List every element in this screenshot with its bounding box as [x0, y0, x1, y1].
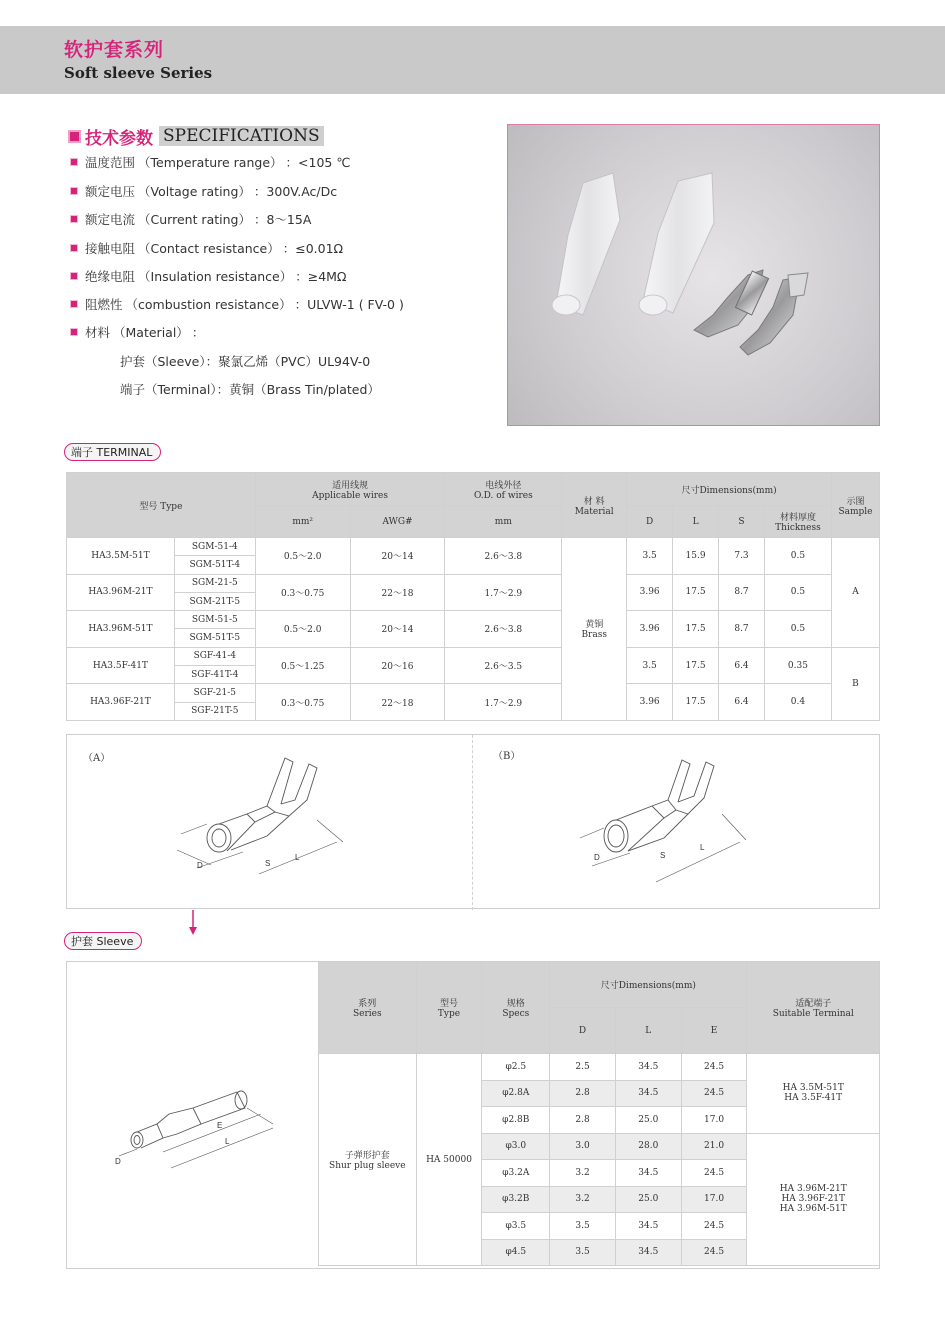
- cell-type: HA3.5F-41T: [67, 647, 175, 684]
- cell-mm2: 0.5～2.0: [255, 611, 350, 648]
- th-specs-en: Specs: [502, 1009, 530, 1019]
- th-d: D: [627, 506, 673, 538]
- th-od-cn: 电线外径: [485, 480, 522, 491]
- material-en: Brass: [581, 630, 607, 641]
- cell-l: 17.5: [673, 574, 719, 611]
- suitable-terminal: HA 3.5F-41T: [784, 1093, 843, 1104]
- square-bullet-icon: [70, 244, 78, 252]
- spec-title-cn: 技术参数: [85, 128, 153, 149]
- spec-value: ：≤0.01Ω: [282, 241, 344, 256]
- spec-title-en: SPECIFICATIONS: [159, 126, 324, 146]
- cell-code: SGM-51-4: [174, 538, 255, 556]
- cell-s: 6.4: [719, 684, 765, 721]
- th-thick-en: Thickness: [775, 523, 821, 533]
- cell-code: SGF-21-5: [174, 684, 255, 702]
- spec-label-en: （Voltage rating）: [138, 184, 251, 199]
- spec-item: [70, 238, 343, 258]
- header-band: [0, 26, 945, 94]
- spec-value: ：<105 ℃: [285, 155, 351, 170]
- cell-d: 3.5: [550, 1213, 616, 1240]
- th-od-en: O.D. of wires: [473, 490, 533, 501]
- cell-d: 2.8: [550, 1080, 616, 1107]
- spec-item: [70, 322, 204, 342]
- spec-label-en: （Current rating）: [138, 212, 251, 227]
- th-sleeve-type: [416, 962, 482, 1054]
- spec-item: [70, 294, 404, 314]
- terminal-drawings: [66, 734, 880, 909]
- cell-mm2: 0.3～0.75: [255, 574, 350, 611]
- drawing-label-a: （A）: [83, 753, 111, 764]
- arrow-down-icon: [188, 910, 198, 936]
- th-mm2: mm²: [255, 506, 350, 538]
- th-sample-cn: 示图: [846, 496, 865, 507]
- suitable-terminal: HA 3.96M-21T: [779, 1184, 847, 1195]
- cell-thickness: 0.5: [764, 611, 831, 648]
- terminal-section-tag: [64, 443, 161, 461]
- th-material: [562, 473, 627, 538]
- cell-od: 2.6～3.8: [445, 538, 562, 575]
- cell-s: 8.7: [719, 574, 765, 611]
- cell-d: 3.96: [627, 574, 673, 611]
- product-illustration: [508, 125, 879, 425]
- table-row: [67, 684, 880, 702]
- cell-spec: φ2.8A: [482, 1080, 550, 1107]
- spec-label-cn: 接触电阻: [85, 241, 136, 256]
- cell-spec: φ2.5: [482, 1054, 550, 1081]
- square-bullet-icon: [68, 130, 81, 143]
- spec-label-cn: 材料: [85, 325, 111, 340]
- dim-label-l: L: [295, 853, 300, 862]
- cell-spec: φ3.5: [482, 1213, 550, 1240]
- cell-type: HA3.96M-51T: [67, 611, 175, 648]
- square-bullet-icon: [70, 328, 78, 336]
- th-material-cn: 材 料: [583, 496, 605, 507]
- cell-e: 21.0: [681, 1133, 747, 1160]
- square-bullet-icon: [70, 187, 78, 195]
- cell-l: 34.5: [615, 1213, 681, 1240]
- cell-spec: φ3.2B: [482, 1186, 550, 1213]
- th-sleeve-l: L: [615, 1008, 681, 1054]
- cell-e: 24.5: [681, 1213, 747, 1240]
- cell-l: 17.5: [673, 647, 719, 684]
- series-cn: 子弹形护套: [344, 1151, 390, 1161]
- cell-l: 17.5: [673, 684, 719, 721]
- suitable-terminal: HA 3.96F-21T: [781, 1194, 846, 1205]
- spec-value: ：8～15A: [253, 212, 312, 227]
- suitable-terminal: HA 3.5M-51T: [782, 1083, 844, 1094]
- cell-code: SGM-51-5: [174, 611, 255, 629]
- cell-suitable-group-2: [747, 1133, 880, 1266]
- sleeve-photo-2: [639, 173, 714, 315]
- table-row: [67, 647, 880, 665]
- cell-awg: 20～14: [350, 538, 445, 575]
- spec-label-cn: 额定电流: [85, 212, 136, 227]
- cell-code: SGM-21T-5: [174, 592, 255, 610]
- square-bullet-icon: [70, 272, 78, 280]
- drawing-label-b: （B）: [493, 751, 521, 762]
- th-mm: mm: [445, 506, 562, 538]
- th-series: [319, 962, 417, 1054]
- cell-d: 3.96: [627, 611, 673, 648]
- th-type: [67, 473, 256, 538]
- th-sleeve-type-en: Type: [437, 1009, 461, 1019]
- sleeve-table: [318, 961, 880, 1266]
- cell-l: 28.0: [615, 1133, 681, 1160]
- cell-od: 1.7～2.9: [445, 684, 562, 721]
- material-cn: 黄铜: [585, 620, 604, 631]
- dim-label-s: S: [265, 859, 271, 868]
- cell-od: 2.6～3.8: [445, 611, 562, 648]
- cell-thickness: 0.4: [764, 684, 831, 721]
- cell-material: [562, 538, 627, 721]
- cell-l: 25.0: [615, 1107, 681, 1134]
- spec-label-cn: 额定电压: [85, 184, 136, 199]
- cell-awg: 20～16: [350, 647, 445, 684]
- spec-label-cn: 绝缘电阻: [85, 269, 136, 284]
- cell-mm2: 0.5～2.0: [255, 538, 350, 575]
- th-od: [445, 473, 562, 506]
- spec-label-en: （Material）: [113, 325, 189, 340]
- cell-s: 8.7: [719, 611, 765, 648]
- cell-spec: φ2.8B: [482, 1107, 550, 1134]
- terminal-tag-label: 端子 TERMINAL: [71, 446, 153, 459]
- spec-label-en: （Temperature range）: [138, 155, 283, 170]
- cell-spec: φ3.0: [482, 1133, 550, 1160]
- cell-spec: φ3.2A: [482, 1160, 550, 1187]
- spec-item: [70, 266, 346, 286]
- th-l: L: [673, 506, 719, 538]
- dim-label-l: L: [700, 843, 705, 852]
- th-sleeve-e: E: [681, 1008, 747, 1054]
- spec-value: ：: [191, 325, 205, 340]
- cell-d: 3.2: [550, 1186, 616, 1213]
- th-dimensions: 尺寸Dimensions(mm): [627, 473, 832, 506]
- cell-od: 1.7～2.9: [445, 574, 562, 611]
- sleeve-photo-1: [552, 173, 620, 315]
- table-row: [67, 538, 880, 556]
- spec-value: ：ULVW-1 ( FV-0 ): [294, 297, 404, 312]
- female-terminal-drawing: [572, 750, 772, 890]
- dim-label-d: D: [197, 861, 203, 870]
- cell-type: HA3.5M-51T: [67, 538, 175, 575]
- th-specs-cn: 规格: [506, 999, 525, 1009]
- cell-awg: 20～14: [350, 611, 445, 648]
- cell-d: 2.5: [550, 1054, 616, 1081]
- cell-thickness: 0.5: [764, 574, 831, 611]
- th-type-en: Type: [160, 501, 183, 512]
- th-thickness: [764, 506, 831, 538]
- spec-value: ：300V.Ac/Dc: [253, 184, 338, 199]
- cell-l: 34.5: [615, 1054, 681, 1081]
- dim-label-d: D: [115, 1157, 121, 1166]
- cell-e: 17.0: [681, 1186, 747, 1213]
- th-suitable-cn: 适配端子: [795, 999, 832, 1009]
- cell-code: SGF-21T-5: [174, 702, 255, 720]
- th-type-cn: 型号: [139, 501, 158, 512]
- cell-d: 3.0: [550, 1133, 616, 1160]
- cell-s: 7.3: [719, 538, 765, 575]
- spec-sub-item-sleeve: 护套（Sleeve）：聚氯乙烯（PVC）UL94V-0: [120, 354, 371, 369]
- table-row: [319, 1054, 880, 1081]
- terminal-table: [66, 472, 880, 721]
- cell-l: 17.5: [673, 611, 719, 648]
- cell-type: HA3.96F-21T: [67, 684, 175, 721]
- cell-sample-b: B: [831, 647, 879, 720]
- cell-l: 34.5: [615, 1160, 681, 1187]
- spec-label-en: （Insulation resistance）: [138, 269, 293, 284]
- cell-code: SGF-41-4: [174, 647, 255, 665]
- th-series-en: Series: [352, 1009, 382, 1019]
- suitable-terminal: HA 3.96M-51T: [779, 1204, 847, 1215]
- cell-awg: 22～18: [350, 684, 445, 721]
- th-sample-en: Sample: [838, 506, 873, 517]
- cell-e: 24.5: [681, 1080, 747, 1107]
- cell-e: 24.5: [681, 1054, 747, 1081]
- spec-label-cn: 阻燃性: [85, 297, 123, 312]
- cell-sleeve-type: HA 50000: [416, 1054, 482, 1266]
- sleeve-section-tag: [64, 932, 142, 950]
- square-bullet-icon: [70, 300, 78, 308]
- th-series-cn: 系列: [358, 999, 377, 1009]
- cell-d: 3.2: [550, 1160, 616, 1187]
- th-sleeve-type-cn: 型号: [439, 999, 458, 1009]
- cell-l: 25.0: [615, 1186, 681, 1213]
- cell-code: SGM-51T-4: [174, 556, 255, 574]
- th-suitable-en: Suitable Terminal: [772, 1009, 854, 1019]
- cell-e: 24.5: [681, 1239, 747, 1266]
- cell-od: 2.6～3.5: [445, 647, 562, 684]
- th-suitable: [747, 962, 880, 1054]
- cell-spec: φ4.5: [482, 1239, 550, 1266]
- drawing-divider: [472, 735, 473, 910]
- cell-sample-a: A: [831, 538, 879, 648]
- dim-label-e: E: [217, 1121, 223, 1130]
- series-en: Shur plug sleeve: [329, 1161, 406, 1171]
- cell-e: 17.0: [681, 1107, 747, 1134]
- dim-label-l: L: [225, 1137, 230, 1146]
- male-terminal-drawing: [167, 750, 367, 890]
- cell-l: 34.5: [615, 1080, 681, 1107]
- cell-awg: 22～18: [350, 574, 445, 611]
- table-row: [67, 574, 880, 592]
- square-bullet-icon: [70, 215, 78, 223]
- th-awg: AWG#: [350, 506, 445, 538]
- cell-code: SGM-51T-5: [174, 629, 255, 647]
- cell-type: HA3.96M-21T: [67, 574, 175, 611]
- th-thick-cn: 材料厚度: [779, 513, 816, 523]
- th-material-en: Material: [574, 506, 614, 517]
- sleeve-tag-label: 护套 Sleeve: [71, 935, 134, 948]
- sleeve-drawing: [97, 1052, 297, 1182]
- th-sleeve-dimensions: 尺寸Dimensions(mm): [550, 962, 747, 1008]
- cell-l: 34.5: [615, 1239, 681, 1266]
- th-s: S: [719, 506, 765, 538]
- spec-sub-item-terminal: 端子（Terminal）：黄铜（Brass Tin/plated）: [120, 382, 380, 397]
- th-sample: [831, 473, 879, 538]
- spec-item: [70, 181, 337, 201]
- cell-code: SGF-41T-4: [174, 666, 255, 684]
- page-title-cn: 软护套系列: [64, 39, 165, 61]
- cell-d: 3.5: [627, 647, 673, 684]
- spec-item: [70, 152, 350, 172]
- spec-label-en: （combustion resistance）: [125, 297, 292, 312]
- dim-label-d: D: [594, 853, 600, 862]
- cell-e: 24.5: [681, 1160, 747, 1187]
- sleeve-drawing-box: [66, 961, 318, 1269]
- cell-mm2: 0.3～0.75: [255, 684, 350, 721]
- th-wires-cn: 适用线规: [332, 480, 369, 491]
- cell-thickness: 0.5: [764, 538, 831, 575]
- cell-mm2: 0.5～1.25: [255, 647, 350, 684]
- page-title-en: Soft sleeve Series: [64, 64, 213, 82]
- cell-d: 3.96: [627, 684, 673, 721]
- specifications-heading: [68, 124, 324, 148]
- square-bullet-icon: [70, 158, 78, 166]
- table-row: [67, 611, 880, 629]
- cell-d: 2.8: [550, 1107, 616, 1134]
- th-wires: [255, 473, 445, 506]
- cell-code: SGM-21-5: [174, 574, 255, 592]
- spec-label-en: （Contact resistance）: [138, 241, 280, 256]
- cell-series: [319, 1054, 417, 1266]
- cell-s: 6.4: [719, 647, 765, 684]
- th-sleeve-d: D: [550, 1008, 616, 1054]
- terminal-photo-1: [694, 270, 769, 337]
- spec-label-cn: 温度范围: [85, 155, 136, 170]
- cell-l: 15.9: [673, 538, 719, 575]
- th-wires-en: Applicable wires: [312, 490, 388, 501]
- cell-thickness: 0.35: [764, 647, 831, 684]
- th-specs: [482, 962, 550, 1054]
- dim-label-s: S: [660, 851, 666, 860]
- spec-value: ：≥4MΩ: [295, 269, 347, 284]
- cell-suitable-group-1: [747, 1054, 880, 1134]
- cell-d: 3.5: [550, 1239, 616, 1266]
- cell-d: 3.5: [627, 538, 673, 575]
- product-photo: [507, 124, 880, 426]
- spec-item: [70, 209, 311, 229]
